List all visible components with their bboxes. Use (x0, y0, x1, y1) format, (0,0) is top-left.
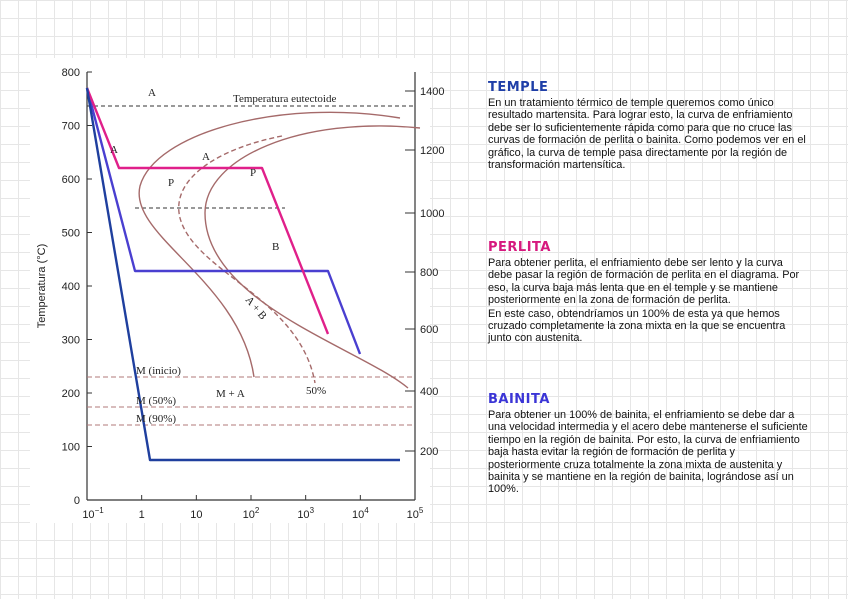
label-m90: M (90%) (136, 413, 177, 425)
tick-exponent: −1 (94, 506, 104, 515)
bottom-tick-label (190, 509, 202, 521)
transformation-curves (139, 112, 420, 388)
bottom-tick-label (139, 509, 145, 521)
bainita-paragraph: Para obtener un 100% de bainita, el enfriamiento se debe dar a una velocidad intermedia y el acero debe mantenerse el suficiente tiempo en la región de bainita. Por esto, la curva de enfriamiento baja hasta evitar la región de formación de perlita y posteriormente cruza totalmente la zona mixta de austenita y bainita y se mantiene en la región de bainita, lográndose así un 100%. (488, 409, 808, 496)
label-region-a: A (148, 87, 156, 99)
tick-base: 10 (351, 509, 365, 521)
bottom-tick-label (297, 506, 314, 521)
right-tick-label: 1400 (420, 86, 445, 98)
label-eutectoid: Temperatura eutectoide (233, 93, 337, 105)
tick-base: 10 (190, 509, 203, 521)
ttt-diagram-svg (30, 58, 445, 523)
tick-exponent: 2 (254, 506, 260, 515)
cooling-curves (87, 88, 400, 460)
label-m-start: M (inicio) (136, 365, 181, 377)
left-tick-label: 0 (73, 495, 80, 507)
right-tick-label: 1000 (420, 208, 445, 220)
left-tick-label: 800 (61, 67, 80, 79)
y-axis-label: Temperatura (°C) (36, 243, 48, 329)
bainita-heading: BAINITA (488, 392, 550, 407)
right-tick-label: 800 (420, 267, 439, 279)
start-curve (139, 112, 400, 377)
left-tick-label: 500 (61, 227, 80, 240)
end-curve (205, 126, 420, 388)
bottom-tick-label (352, 506, 369, 521)
left-tick-label: 200 (61, 388, 80, 400)
left-tick-label: 700 (61, 120, 80, 133)
tick-base: 10 (297, 509, 310, 521)
label-b: B (272, 241, 280, 253)
perlita-paragraph-1: Para obtener perlita, el enfriamiento debe ser lento y la curva debe pasar la región de formación de perlita en el diagrama. Por eso, la curva baja más lenta que en el temple y se mantiene posteriormente en la zona de formación de perlita. (488, 257, 800, 307)
label-m50: M (50%) (136, 395, 177, 407)
left-tick-label: 400 (61, 281, 80, 293)
label-p-right: P (250, 167, 257, 179)
label-a-nose: A (110, 144, 118, 156)
tick-base: 1 (138, 509, 145, 521)
section-bainita (488, 392, 808, 496)
ttt-diagram (30, 58, 445, 523)
label-a-upper: A (202, 151, 210, 163)
bottom-tick-label (407, 506, 424, 521)
bottom-tick-label (82, 506, 104, 521)
temple-curve (87, 88, 400, 460)
left-tick-label: 300 (61, 334, 80, 347)
tick-exponent: 5 (418, 506, 424, 515)
right-tick-label: 200 (420, 446, 439, 458)
axes (36, 67, 444, 521)
temple-paragraph: En un tratamiento térmico de temple queremos como único resultado martensita. Para lograr esto, la curva de enfriamiento debe ser lo suficientemente rápida como para que no cruce las curvas de formación de perlita o bainita. Como podemos ver en el gráfico, la curva de temple pasa directamente por la región de transformación martensítica. (488, 97, 806, 172)
tick-exponent: 4 (364, 506, 369, 515)
tick-base: 10 (82, 509, 95, 521)
right-tick-label: 1200 (420, 145, 445, 157)
tick-base: 10 (406, 509, 419, 521)
left-tick-label: 100 (61, 441, 80, 454)
label-m-plus-a: M + A (216, 388, 245, 400)
right-tick-label: 400 (420, 386, 439, 398)
left-tick-label: 600 (61, 174, 80, 186)
section-perlita (488, 240, 808, 345)
perlita-heading: PERLITA (488, 240, 551, 255)
bottom-tick-label (243, 506, 260, 521)
temple-heading: TEMPLE (488, 80, 549, 95)
right-tick-label: 600 (420, 324, 439, 336)
tick-exponent: 3 (309, 506, 315, 515)
label-50pct: 50% (306, 385, 327, 397)
label-p-left: P (168, 177, 175, 189)
label-a-plus-b: A + B (242, 294, 269, 323)
mid-curve-dashed (179, 136, 315, 383)
section-temple (488, 80, 808, 171)
region-labels (110, 87, 336, 425)
tick-base: 10 (242, 509, 255, 521)
perlita-paragraph-2: En este caso, obtendríamos un 100% de esta ya que hemos cruzado completamente la zona mixta en la que se encuentra junto con austenita. (488, 307, 786, 345)
